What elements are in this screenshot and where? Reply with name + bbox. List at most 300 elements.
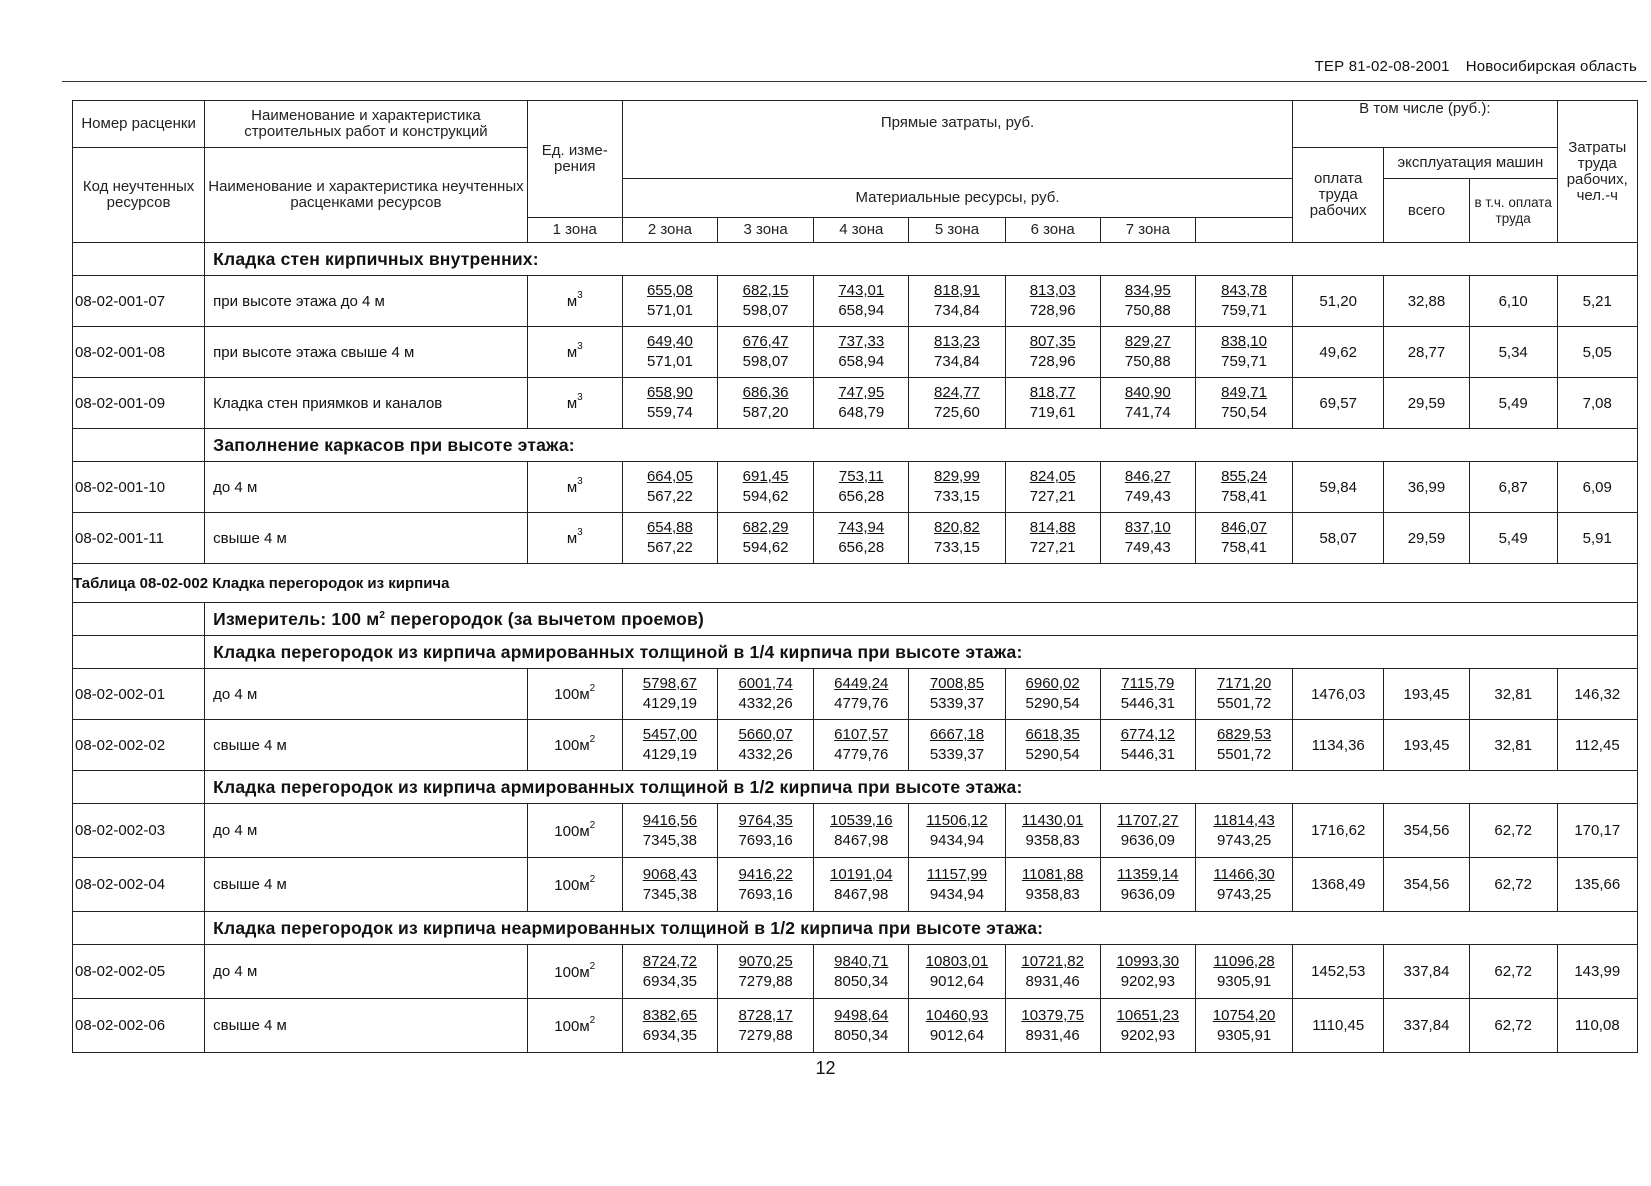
material-cost-value: 598,07 (742, 353, 789, 370)
material-cost-value: 728,96 (1029, 302, 1076, 319)
material-cost-value: 656,28 (838, 488, 885, 505)
direct-cost-value: 9840,71 (834, 952, 889, 970)
labor-pay-value: 69,57 (1293, 378, 1384, 429)
material-cost-value: 9305,91 (1216, 1026, 1272, 1044)
material-cost-value: 7693,16 (738, 831, 793, 849)
unit-text: 100м (554, 876, 590, 894)
machines-pay-value: 62,72 (1469, 858, 1557, 912)
machines-pay-value: 5,34 (1469, 327, 1557, 378)
machines-pay-value: 6,87 (1469, 462, 1557, 513)
section-row (73, 636, 1638, 669)
direct-cost-value: 6107,57 (834, 726, 889, 743)
material-cost-value: 571,01 (646, 302, 693, 319)
zone-6-cost (1100, 276, 1195, 327)
direct-cost-value: 737,33 (838, 333, 885, 350)
direct-cost-value: 10803,01 (925, 952, 989, 970)
unit-cell (527, 327, 622, 378)
zone-2-cost (717, 669, 813, 720)
material-cost-value: 587,20 (742, 404, 789, 421)
direct-cost-value: 10754,20 (1212, 1006, 1276, 1024)
unit-exponent: 3 (577, 341, 583, 352)
direct-cost-value: 814,88 (1029, 519, 1076, 536)
direct-cost-value: 658,90 (646, 384, 693, 401)
labor-costs-value: 5,91 (1557, 513, 1637, 564)
zone-1-cost (622, 669, 717, 720)
labor-costs-value: 146,32 (1557, 669, 1637, 720)
material-cost-value: 9358,83 (1025, 885, 1080, 903)
header-zone-2: 2 зона (622, 218, 717, 243)
rate-code: 08-02-001-11 (73, 513, 205, 564)
zone-6-cost (1100, 513, 1195, 564)
zone-4-cost (909, 327, 1005, 378)
measure-suffix: перегородок (за вычетом проемов) (385, 608, 704, 629)
table-row (73, 513, 1638, 564)
unit-cell (527, 945, 622, 999)
rate-code: 08-02-002-01 (73, 669, 205, 720)
work-name: при высоте этажа до 4 м (205, 276, 528, 327)
machines-total-value: 28,77 (1384, 327, 1470, 378)
direct-cost-value: 11359,14 (1117, 865, 1179, 883)
unit-exponent: 2 (589, 819, 596, 831)
page-number: 12 (815, 1058, 836, 1078)
direct-cost-value: 743,94 (838, 519, 885, 536)
direct-cost-value: 747,95 (838, 384, 885, 401)
direct-cost-value: 691,45 (742, 468, 789, 485)
zone-4-cost (909, 669, 1005, 720)
direct-cost-value: 838,10 (1221, 333, 1267, 350)
zone-2-cost (717, 378, 813, 429)
unit-text: м (566, 479, 578, 496)
material-cost-value: 658,94 (838, 302, 885, 319)
material-cost-value: 4332,26 (738, 695, 793, 712)
material-cost-value: 8931,46 (1025, 1026, 1080, 1044)
zone-3-cost (814, 327, 909, 378)
zone-6-cost (1100, 378, 1195, 429)
table-title: Таблица 08-02-002 Кладка перегородок из кирпича (73, 564, 1638, 603)
zone-3-cost (814, 804, 909, 858)
labor-costs-value: 5,21 (1557, 276, 1637, 327)
zone-6-cost (1100, 669, 1195, 720)
machines-pay-value: 6,10 (1469, 276, 1557, 327)
machines-pay-value: 32,81 (1469, 669, 1557, 720)
zone-5-cost (1005, 462, 1100, 513)
material-cost-value: 5501,72 (1216, 746, 1272, 763)
material-cost-value: 741,74 (1124, 404, 1171, 421)
work-name: до 4 м (205, 669, 528, 720)
direct-cost-value: 9416,22 (738, 865, 793, 883)
unit-text: 100м (554, 963, 590, 981)
header-zone-1: 1 зона (527, 218, 622, 243)
rate-code: 08-02-002-06 (73, 999, 205, 1053)
table-row (73, 999, 1638, 1053)
material-cost-value: 5446,31 (1120, 746, 1175, 763)
zone-5-cost (1005, 276, 1100, 327)
labor-pay-value: 1716,62 (1293, 804, 1384, 858)
labor-pay-value: 1476,03 (1293, 669, 1384, 720)
material-cost-value: 5501,72 (1216, 695, 1272, 712)
zone-2-cost (717, 804, 813, 858)
work-name: свыше 4 м (205, 999, 528, 1053)
direct-cost-value: 7171,20 (1216, 675, 1272, 692)
zone-1-cost (622, 513, 717, 564)
labor-costs-value: 135,66 (1557, 858, 1637, 912)
labor-costs-value: 5,05 (1557, 327, 1637, 378)
rate-code: 08-02-002-04 (73, 858, 205, 912)
material-cost-value: 9434,94 (929, 831, 985, 849)
material-cost-value: 4779,76 (834, 695, 889, 712)
material-cost-value: 4332,26 (738, 746, 793, 763)
direct-cost-value: 676,47 (742, 333, 789, 350)
direct-cost-value: 686,36 (742, 384, 789, 401)
material-cost-value: 758,41 (1221, 539, 1267, 556)
direct-cost-value: 829,99 (934, 468, 980, 485)
zone-5-cost (1005, 720, 1100, 771)
work-name: до 4 м (205, 462, 528, 513)
zone-3-cost (814, 999, 909, 1053)
direct-cost-value: 10379,75 (1021, 1006, 1084, 1024)
header-zone-6: 6 зона (1005, 218, 1100, 243)
material-cost-value: 5446,31 (1120, 695, 1175, 712)
material-cost-value: 7345,38 (642, 831, 698, 849)
zone-3-cost (814, 378, 909, 429)
direct-cost-value: 9498,64 (834, 1006, 889, 1024)
measure-exponent: 2 (379, 609, 386, 621)
machines-total-value: 32,88 (1384, 276, 1470, 327)
direct-cost-value: 813,23 (934, 333, 980, 350)
direct-cost-value: 10721,82 (1021, 952, 1084, 970)
unit-exponent: 2 (589, 960, 596, 972)
machines-total-value: 354,56 (1384, 804, 1470, 858)
direct-cost-value: 8724,72 (642, 952, 698, 970)
direct-cost-value: 840,90 (1124, 384, 1171, 401)
unit-exponent: 2 (589, 683, 596, 694)
material-cost-value: 5290,54 (1025, 746, 1080, 763)
zone-5-cost (1005, 513, 1100, 564)
zone-6-cost (1100, 999, 1195, 1053)
machines-pay-value: 62,72 (1469, 804, 1557, 858)
material-cost-value: 749,43 (1124, 539, 1171, 556)
header-zone-3: 3 зона (717, 218, 813, 243)
direct-cost-value: 7115,79 (1121, 675, 1175, 692)
header-material-resources: Материальные ресурсы, руб. (622, 179, 1292, 218)
section-title: Кладка перегородок из кирпича армированных толщиной в 1/4 кирпича при высоте этажа: (205, 636, 1638, 669)
machines-total-value: 337,84 (1384, 999, 1470, 1053)
material-cost-value: 733,15 (934, 539, 980, 556)
material-cost-value: 9636,09 (1120, 831, 1175, 849)
direct-cost-value: 11157,99 (926, 865, 988, 883)
material-cost-value: 567,22 (646, 539, 693, 556)
zone-1-cost (622, 945, 717, 999)
material-cost-value: 5339,37 (929, 695, 985, 712)
direct-cost-value: 664,05 (646, 468, 693, 485)
direct-cost-value: 846,27 (1124, 468, 1171, 485)
direct-cost-value: 5798,67 (642, 675, 698, 692)
material-cost-value: 6934,35 (642, 972, 698, 990)
header-zone-4: 4 зона (814, 218, 909, 243)
zone-5-cost (1005, 945, 1100, 999)
unit-exponent: 2 (589, 734, 596, 745)
zone-1-cost (622, 804, 717, 858)
direct-cost-value: 11506,12 (926, 811, 988, 829)
direct-cost-value: 11081,88 (1021, 865, 1084, 883)
zone-7-cost (1195, 669, 1292, 720)
direct-cost-value: 5457,00 (642, 726, 698, 743)
table-row (73, 804, 1638, 858)
direct-cost-value: 753,11 (838, 468, 884, 485)
direct-cost-value: 10651,23 (1116, 1006, 1180, 1024)
unit-text: м (566, 293, 578, 310)
labor-costs-value: 143,99 (1557, 945, 1637, 999)
direct-cost-value: 682,15 (742, 282, 789, 299)
zone-7-cost (1195, 462, 1292, 513)
rate-code: 08-02-002-03 (73, 804, 205, 858)
zone-7-cost (1195, 999, 1292, 1053)
zone-7-cost (1195, 276, 1292, 327)
material-cost-value: 728,96 (1029, 353, 1076, 370)
unit-cell (527, 858, 622, 912)
zone-5-cost (1005, 804, 1100, 858)
direct-cost-value: 855,24 (1221, 468, 1267, 485)
work-name: до 4 м (205, 804, 528, 858)
material-cost-value: 750,54 (1221, 404, 1267, 421)
document-region: Новосибирская область (1465, 58, 1637, 75)
header-machines-incl-pay: в т.ч. оплата труда (1469, 179, 1557, 243)
unit-exponent: 3 (577, 290, 583, 301)
header-machines: эксплуатация машин (1384, 148, 1557, 179)
table-title-row (73, 564, 1638, 603)
header-resource-code: Код неучтенных ресурсов (73, 148, 205, 243)
measure-text (205, 603, 1638, 636)
machines-pay-value: 5,49 (1469, 513, 1557, 564)
direct-cost-value: 9068,43 (642, 865, 698, 883)
material-cost-value: 8931,46 (1025, 972, 1080, 990)
material-cost-value: 9636,09 (1120, 885, 1175, 903)
rate-code: 08-02-001-08 (73, 327, 205, 378)
direct-cost-value: 6667,18 (929, 726, 985, 743)
material-cost-value: 6934,35 (642, 1026, 698, 1044)
zone-5-cost (1005, 327, 1100, 378)
zone-2-cost (717, 513, 813, 564)
direct-cost-value: 818,91 (934, 282, 980, 299)
zone-3-cost (814, 720, 909, 771)
labor-pay-value: 49,62 (1293, 327, 1384, 378)
direct-cost-value: 6774,12 (1120, 726, 1175, 743)
section-row (73, 771, 1638, 804)
labor-costs-value: 110,08 (1557, 999, 1637, 1053)
direct-cost-value: 834,95 (1124, 282, 1171, 299)
zone-3-cost (814, 669, 909, 720)
table-row (73, 276, 1638, 327)
direct-cost-value: 6829,53 (1216, 726, 1272, 743)
section-title: Заполнение каркасов при высоте этажа: (205, 429, 1638, 462)
zone-1-cost (622, 999, 717, 1053)
zone-4-cost (909, 999, 1005, 1053)
material-cost-value: 4129,19 (642, 746, 698, 763)
labor-pay-value: 1134,36 (1293, 720, 1384, 771)
unit-cell (527, 720, 622, 771)
material-cost-value: 758,41 (1221, 488, 1267, 505)
direct-cost-value: 6618,35 (1025, 726, 1080, 743)
direct-cost-value: 5660,07 (738, 726, 793, 743)
material-cost-value: 7345,38 (642, 885, 698, 903)
labor-costs-value: 170,17 (1557, 804, 1637, 858)
table-row (73, 669, 1638, 720)
zone-5-cost (1005, 378, 1100, 429)
unit-cell (527, 462, 622, 513)
material-cost-value: 648,79 (838, 404, 885, 421)
zone-3-cost (814, 513, 909, 564)
material-cost-value: 7279,88 (738, 1026, 793, 1044)
material-cost-value: 5339,37 (929, 746, 985, 763)
labor-costs-value: 112,45 (1557, 720, 1637, 771)
table-row (73, 327, 1638, 378)
direct-cost-value: 813,03 (1029, 282, 1076, 299)
direct-cost-value: 10460,93 (925, 1006, 989, 1024)
zone-7-cost (1195, 720, 1292, 771)
direct-cost-value: 837,10 (1124, 519, 1171, 536)
header-machines-total: всего (1384, 179, 1470, 243)
zone-3-cost (814, 276, 909, 327)
unit-text: м (566, 344, 578, 361)
direct-cost-value: 843,78 (1221, 282, 1267, 299)
unit-cell (527, 513, 622, 564)
rate-code: 08-02-001-09 (73, 378, 205, 429)
direct-cost-value: 11096,28 (1213, 952, 1275, 970)
direct-cost-value: 11707,27 (1117, 811, 1179, 829)
direct-cost-value: 682,29 (742, 519, 789, 536)
unit-exponent: 3 (577, 527, 583, 538)
zone-4-cost (909, 804, 1005, 858)
rate-code: 08-02-001-10 (73, 462, 205, 513)
zone-4-cost (909, 720, 1005, 771)
zone-1-cost (622, 462, 717, 513)
material-cost-value: 594,62 (742, 539, 789, 556)
labor-pay-value: 59,84 (1293, 462, 1384, 513)
machines-total-value: 36,99 (1384, 462, 1470, 513)
material-cost-value: 9743,25 (1216, 885, 1272, 903)
unit-cell (527, 804, 622, 858)
material-cost-value: 5290,54 (1025, 695, 1080, 712)
material-cost-value: 567,22 (646, 488, 693, 505)
unit-exponent: 2 (589, 1014, 596, 1026)
material-cost-value: 750,88 (1124, 302, 1171, 319)
header-rate-number: Номер расценки (73, 101, 205, 148)
unit-text: 100м (554, 686, 590, 703)
labor-pay-value: 1368,49 (1293, 858, 1384, 912)
zone-4-cost (909, 858, 1005, 912)
table-row (73, 462, 1638, 513)
direct-cost-value: 6960,02 (1025, 675, 1080, 692)
unit-exponent: 3 (577, 392, 583, 403)
zone-7-cost (1195, 858, 1292, 912)
zone-3-cost (814, 945, 909, 999)
material-cost-value: 749,43 (1124, 488, 1171, 505)
direct-cost-value: 849,71 (1221, 384, 1267, 401)
direct-cost-value: 654,88 (646, 519, 693, 536)
direct-cost-value: 8382,65 (642, 1006, 698, 1024)
material-cost-value: 571,01 (646, 353, 693, 370)
direct-cost-value: 10993,30 (1116, 952, 1180, 970)
zone-4-cost (909, 945, 1005, 999)
direct-cost-value: 818,77 (1029, 384, 1076, 401)
machines-total-value: 29,59 (1384, 378, 1470, 429)
direct-cost-value: 7008,85 (929, 675, 985, 692)
material-cost-value: 8467,98 (834, 885, 889, 903)
direct-cost-value: 6001,74 (738, 675, 793, 692)
material-cost-value: 725,60 (934, 404, 980, 421)
zone-3-cost (814, 462, 909, 513)
zone-7-cost (1195, 327, 1292, 378)
zone-1-cost (622, 276, 717, 327)
direct-cost-value: 11466,30 (1213, 865, 1275, 883)
header-unit: Ед. изме-рения (527, 101, 622, 218)
unit-text: м (566, 395, 578, 412)
zone-2-cost (717, 858, 813, 912)
material-cost-value: 8050,34 (834, 1026, 889, 1044)
header-direct-costs: Прямые затраты, руб. (622, 101, 1292, 179)
header-resource-name: Наименование и характеристика неучтенных расценками ресурсов (205, 148, 528, 243)
zone-2-cost (717, 462, 813, 513)
direct-cost-value: 807,35 (1029, 333, 1076, 350)
zone-6-cost (1100, 720, 1195, 771)
zone-2-cost (717, 276, 813, 327)
zone-2-cost (717, 999, 813, 1053)
zone-4-cost (909, 462, 1005, 513)
table-row (73, 945, 1638, 999)
direct-cost-value: 9416,56 (642, 811, 698, 829)
machines-total-value: 193,45 (1384, 720, 1470, 771)
machines-pay-value: 62,72 (1469, 999, 1557, 1053)
zone-7-cost (1195, 804, 1292, 858)
work-name: свыше 4 м (205, 858, 528, 912)
unit-text: 100м (554, 1017, 590, 1035)
unit-text: 100м (554, 737, 590, 754)
material-cost-value: 7693,16 (738, 885, 793, 903)
direct-cost-value: 9764,35 (738, 811, 793, 829)
zone-1-cost (622, 327, 717, 378)
machines-total-value: 193,45 (1384, 669, 1470, 720)
zone-5-cost (1005, 999, 1100, 1053)
zone-6-cost (1100, 804, 1195, 858)
zone-6-cost (1100, 327, 1195, 378)
work-name: Кладка стен приямков и каналов (205, 378, 528, 429)
zone-2-cost (717, 327, 813, 378)
direct-cost-value: 829,27 (1124, 333, 1171, 350)
material-cost-value: 656,28 (838, 539, 885, 556)
work-name: свыше 4 м (205, 720, 528, 771)
unit-cell (527, 276, 622, 327)
unit-exponent: 3 (577, 476, 583, 487)
header-work-name: Наименование и характеристика строительных работ и конструкций (205, 101, 528, 148)
labor-costs-value: 6,09 (1557, 462, 1637, 513)
rate-code: 08-02-002-05 (73, 945, 205, 999)
zone-5-cost (1005, 669, 1100, 720)
rate-code: 08-02-001-07 (73, 276, 205, 327)
header-labor-costs: Затраты труда рабочих, чел.-ч (1557, 101, 1637, 243)
section-row (73, 243, 1638, 276)
zone-1-cost (622, 858, 717, 912)
zone-7-cost (1195, 513, 1292, 564)
machines-pay-value: 32,81 (1469, 720, 1557, 771)
material-cost-value: 559,74 (646, 404, 693, 421)
header-including: В том числе (руб.): (1293, 101, 1557, 148)
direct-cost-value: 8728,17 (738, 1006, 793, 1024)
direct-cost-value: 9070,25 (738, 952, 793, 970)
zone-4-cost (909, 378, 1005, 429)
unit-text: м (566, 530, 578, 547)
header-zone-5: 5 зона (909, 218, 1005, 243)
direct-cost-value: 820,82 (934, 519, 980, 536)
